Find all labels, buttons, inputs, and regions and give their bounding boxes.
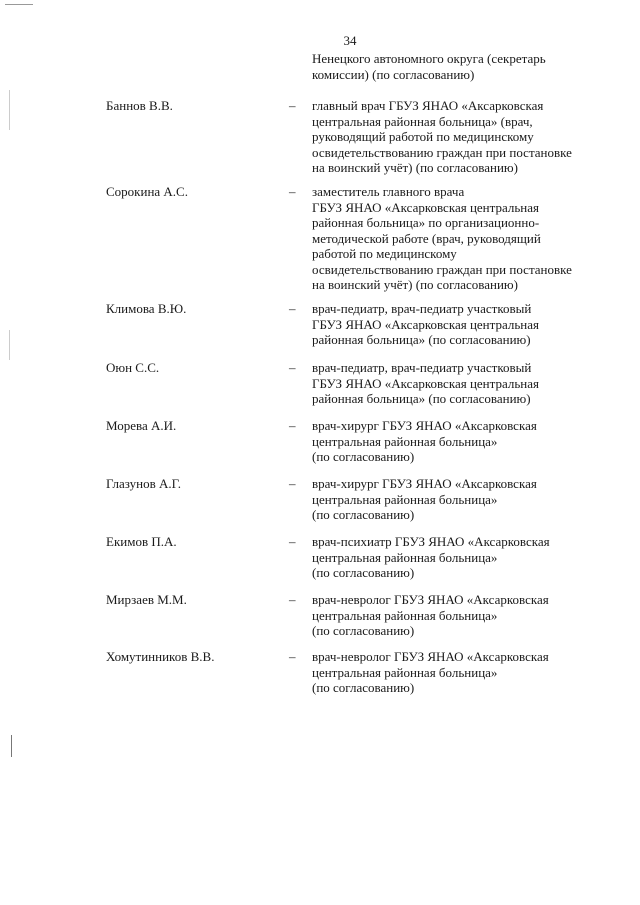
member-name: Хомутинников В.В.: [106, 649, 215, 664]
intro-text: Ненецкого автономного округа (секретарь комиссии) (по согласованию): [312, 51, 546, 82]
member-description: врач-хирург ГБУЗ ЯНАО «Аксарковская центральная районная больница» (по согласованию): [312, 476, 537, 522]
scan-artifact-line: [11, 735, 12, 757]
member-description: врач-психиатр ГБУЗ ЯНАО «Аксарковская центральная районная больница» (по согласованию): [312, 534, 550, 580]
dash: –: [289, 476, 296, 491]
member-name: Екимов П.А.: [106, 534, 177, 549]
member-name: Баннов В.В.: [106, 98, 173, 113]
dash: –: [289, 98, 296, 113]
scan-margin-marks: [5, 0, 35, 905]
member-name: Климова В.Ю.: [106, 301, 187, 316]
dash: –: [289, 592, 296, 607]
dash: –: [289, 418, 296, 433]
scan-artifact-line: [5, 4, 33, 5]
dash: –: [289, 360, 296, 375]
member-name: Глазунов А.Г.: [106, 476, 181, 491]
member-name: Мирзаев М.М.: [106, 592, 187, 607]
member-description: заместитель главного врача ГБУЗ ЯНАО «Аксарковская центральная районная больница» по организационно- методической работе (врач, руководящий работой по медицинскому освидетельствованию граждан при постановке на воинский учёт) (по согласованию): [312, 184, 572, 292]
member-name: Морева А.И.: [106, 418, 177, 433]
member-description: врач-невролог ГБУЗ ЯНАО «Аксарковская центральная районная больница» (по согласованию): [312, 592, 549, 638]
page-number: 34: [343, 33, 357, 48]
member-description: врач-педиатр, врач-педиатр участковый ГБУЗ ЯНАО «Аксарковская центральная районная больница» (по согласованию): [312, 360, 539, 406]
dash: –: [289, 184, 296, 199]
dash: –: [289, 301, 296, 316]
member-description: врач-педиатр, врач-педиатр участковый ГБУЗ ЯНАО «Аксарковская центральная районная больница» (по согласованию): [312, 301, 539, 347]
member-description: врач-невролог ГБУЗ ЯНАО «Аксарковская центральная районная больница» (по согласованию): [312, 649, 549, 695]
scan-artifact-line: [9, 330, 10, 360]
member-name: Оюн С.С.: [106, 360, 160, 375]
member-name: Сорокина А.С.: [106, 184, 188, 199]
scan-artifact-line: [9, 90, 10, 130]
dash: –: [289, 534, 296, 549]
member-description: врач-хирург ГБУЗ ЯНАО «Аксарковская центральная районная больница» (по согласованию): [312, 418, 537, 464]
member-description: главный врач ГБУЗ ЯНАО «Аксарковская центральная районная больница» (врач, руководящий работой по медицинскому освидетельствованию граждан при постановке на воинский учёт) (по согласованию): [312, 98, 572, 175]
dash: –: [289, 649, 296, 664]
